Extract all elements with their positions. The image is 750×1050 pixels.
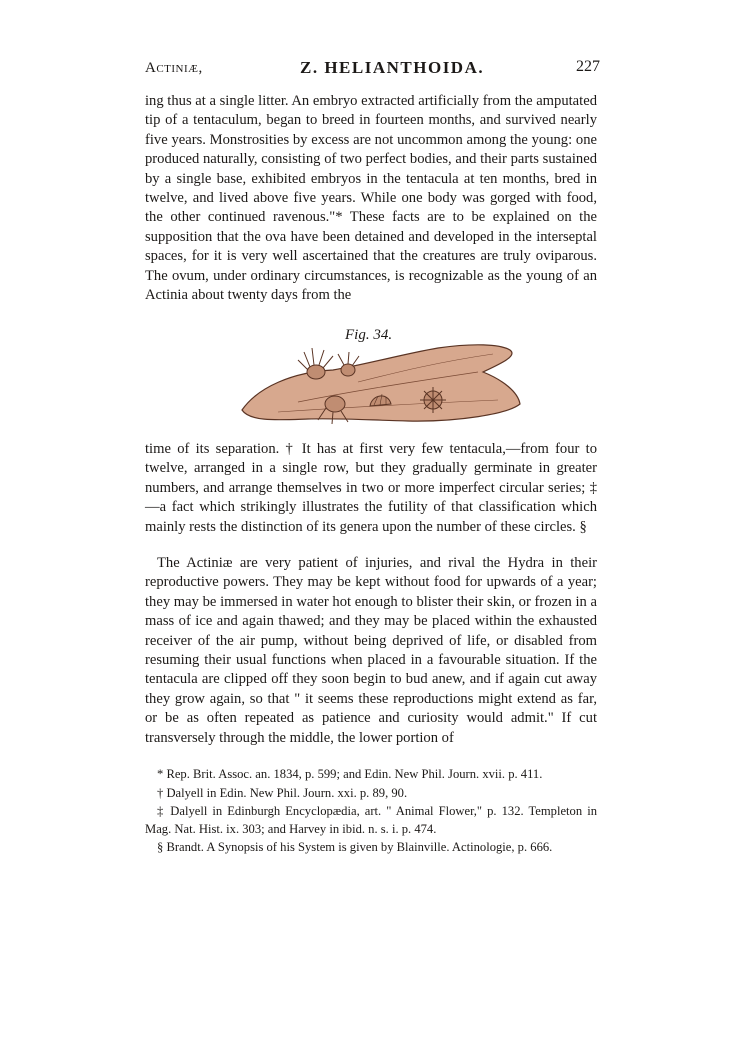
running-header <box>145 58 600 80</box>
footnote-4: § Brandt. A Synopsis of his System is given by Blainville. Actinologie, p. 666. <box>157 840 553 854</box>
footnote-1: * Rep. Brit. Assoc. an. 1834, p. 599; and Edin. New Phil. Journ. xvii. p. 411. <box>157 767 543 781</box>
footnote-2: † Dalyell in Edin. New Phil. Journ. xxi. p. 89, 90. <box>157 785 408 800</box>
header-section-title: Actiniæ, <box>145 60 203 76</box>
actinia-illustration <box>238 342 523 424</box>
body-paragraph-2: time of its separation. † It has at first very few tentacula,—from four to twelve, arranged in a single row, but they gradually germinate in greater numbers, and arrange themselves in two or more imperfect circular series; ‡—a fact which strikingly illustrates the futility of that classification which mainly rests the distinction of its genera upon the number of these circles. § <box>145 441 597 535</box>
footnote-3: ‡ Dalyell in Edinburgh Encyclopædia, art. " Animal Flower," p. 132. Templeton in Mag. Nat. Hist. ix. 303; and Harvey in ibid. n. s. i. p. 474. <box>145 804 597 836</box>
footnotes <box>145 766 597 858</box>
figure-caption: Fig. 34. <box>345 327 393 343</box>
header-chapter-title: Z. HELIANTHOIDA. <box>300 58 485 77</box>
page-number: 227 <box>576 58 600 75</box>
body-paragraph-3: The Actiniæ are very patient of injuries, and rival the Hydra in their reproductive powers. They may be kept without food for upwards of a year; they may be immersed in water hot enough to blister their skin, or frozen in a mass of ice and again thawed; and they may be placed within the exhausted receiver of the air pump, without being deprived of life, or disabled from resuming their usual functions when placed in a favourable situation. If the tentacula are clipped off they soon begin to bud anew, and if again cut away they grow again, so that " it seems these reproductions might extend as far, or be as often repeated as patience and curiosity would admit." If cut transversely through the middle, the lower portion of <box>145 555 597 746</box>
body-paragraph-1: ing thus at a single litter. An embryo extracted artificially from the amputated tip of a tentaculum, began to breed in fourteen months, and survived nearly five years. Monstrosities by excess are not uncommon among the young: one produced naturally, consisting of two perfect bodies, and their parts sustained by a single base, exhibited embryos in the tentacula at ten months, bred in twelve, and lived above five years. While one body was gorged with food, the other continued ravenous."* These facts are to be explained on the supposition that the ova have been detained and developed in the interseptal spaces, for it is very well ascertained that the creatures are truly oviparous. The ovum, under ordinary circumstances, is recognizable as the young of an Actinia about twenty days from the <box>145 93 597 304</box>
